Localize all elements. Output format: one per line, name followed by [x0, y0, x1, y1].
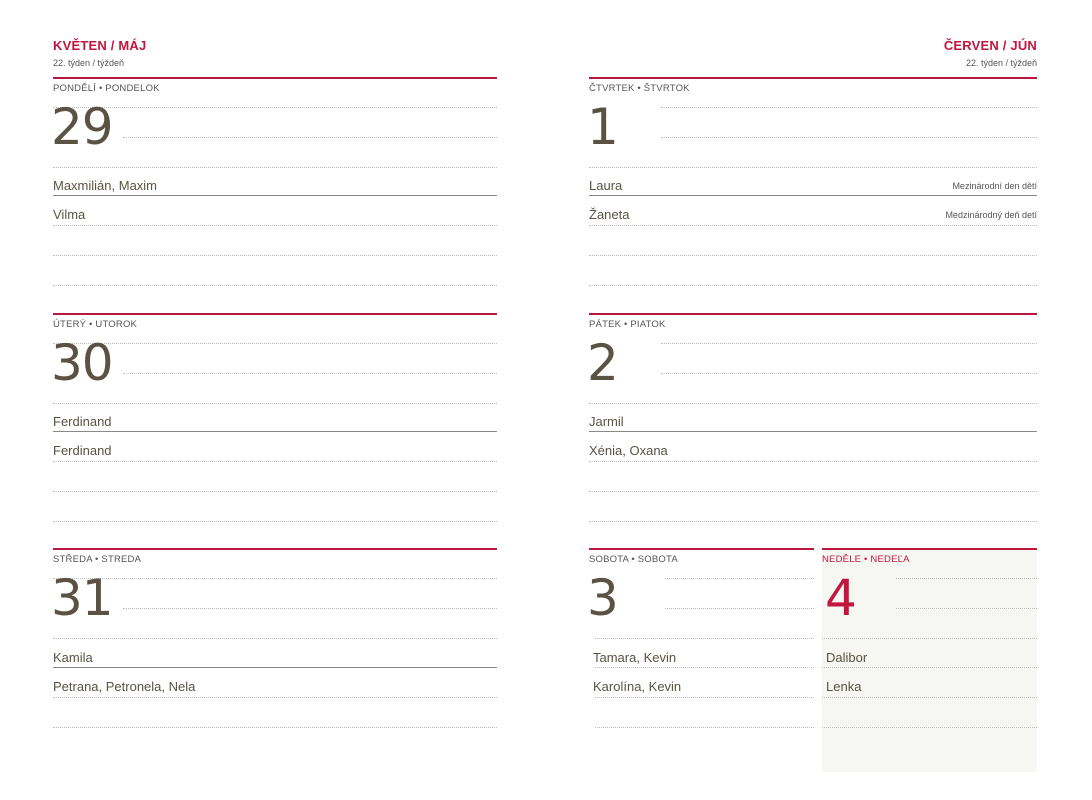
month-title: ČERVEN / JÚN [943, 38, 1037, 53]
writing-line [53, 521, 497, 522]
writing-line [589, 225, 1037, 226]
writing-line [595, 727, 814, 728]
writing-line [665, 578, 814, 579]
nameday-sk: Ferdinand [53, 443, 112, 458]
writing-line [53, 225, 497, 226]
divider [589, 548, 814, 550]
day-number: 1 [587, 98, 618, 156]
nameday-sk: Karolína, Kevin [593, 679, 682, 694]
writing-line [53, 167, 497, 168]
day-name: SOBOTA • SOBOTA [589, 554, 678, 565]
writing-line [665, 608, 814, 609]
writing-line [896, 608, 1037, 609]
day-number: 30 [51, 334, 113, 392]
nameday-cz: Laura [589, 178, 623, 193]
day-block-4 [822, 548, 1037, 738]
writing-line [53, 638, 497, 639]
writing-line [589, 285, 1037, 286]
month-title: KVĚTEN / MÁJ [53, 38, 147, 53]
day-number: 3 [587, 569, 618, 627]
divider [53, 431, 497, 432]
writing-line [589, 167, 1037, 168]
day-block-30 [53, 313, 497, 533]
writing-line [53, 107, 497, 108]
writing-line [53, 343, 497, 344]
writing-line [822, 697, 1037, 698]
divider [589, 195, 1037, 196]
divider [589, 431, 1037, 432]
week-label: 22. týden / týždeň [53, 58, 125, 68]
writing-line [595, 667, 814, 668]
writing-line [53, 403, 497, 404]
day-block-31 [53, 548, 497, 738]
writing-line [53, 727, 497, 728]
divider [589, 77, 1037, 79]
day-name: ČTVRTEK • ŠTVRTOK [589, 83, 690, 94]
day-name: ÚTERÝ • UTOROK [53, 319, 138, 330]
writing-line [53, 578, 497, 579]
day-number: 2 [587, 334, 618, 392]
nameday-cz: Maxmilián, Maxim [53, 178, 158, 193]
writing-line [822, 727, 1037, 728]
nameday-sk: Lenka [826, 679, 862, 694]
day-block-1 [589, 77, 1037, 297]
nameday-cz: Kamila [53, 650, 93, 665]
nameday-sk: Xénia, Oxana [589, 443, 668, 458]
nameday-sk: Vilma [53, 207, 86, 222]
week-label: 22. týden / týždeň [965, 58, 1037, 68]
nameday-sk: Petrana, Petronela, Nela [53, 679, 196, 694]
writing-line [822, 638, 1037, 639]
day-name: NEDĚLE • NEDEĽA [822, 554, 910, 565]
writing-line [123, 608, 497, 609]
writing-line [661, 107, 1037, 108]
day-name: PONDĚLÍ • PONDELOK [53, 83, 160, 94]
writing-line [589, 403, 1037, 404]
day-number: 31 [51, 569, 113, 627]
writing-line [896, 578, 1037, 579]
writing-line [822, 667, 1037, 668]
writing-line [589, 255, 1037, 256]
nameday-cz: Tamara, Kevin [593, 650, 677, 665]
nameday-sk: Žaneta [589, 207, 630, 222]
day-name: PÁTEK • PIATOK [589, 319, 666, 330]
nameday-cz: Jarmil [589, 414, 624, 429]
writing-line [123, 373, 497, 374]
writing-line [53, 461, 497, 462]
divider [53, 667, 497, 668]
writing-line [661, 343, 1037, 344]
nameday-cz: Dalibor [826, 650, 868, 665]
day-block-3 [589, 548, 814, 738]
day-number: 4 [825, 569, 856, 627]
nameday-cz: Ferdinand [53, 414, 112, 429]
writing-line [53, 491, 497, 492]
writing-line [589, 521, 1037, 522]
day-block-2 [589, 313, 1037, 533]
writing-line [589, 461, 1037, 462]
divider [53, 548, 497, 550]
day-name: STŘEDA • STREDA [53, 554, 142, 565]
divider [53, 77, 497, 79]
divider [53, 313, 497, 315]
writing-line [595, 697, 814, 698]
day-number: 29 [51, 98, 113, 156]
writing-line [595, 638, 814, 639]
writing-line [53, 285, 497, 286]
writing-line [661, 137, 1037, 138]
writing-line [661, 373, 1037, 374]
writing-line [123, 137, 497, 138]
divider [589, 313, 1037, 315]
day-block-29 [53, 77, 497, 297]
divider [53, 195, 497, 196]
writing-line [53, 255, 497, 256]
holiday-cz: Mezinárodní den dětí [952, 181, 1037, 191]
writing-line [589, 491, 1037, 492]
writing-line [53, 697, 497, 698]
divider [822, 548, 1037, 550]
holiday-sk: Medzinárodný deň detí [945, 210, 1037, 220]
